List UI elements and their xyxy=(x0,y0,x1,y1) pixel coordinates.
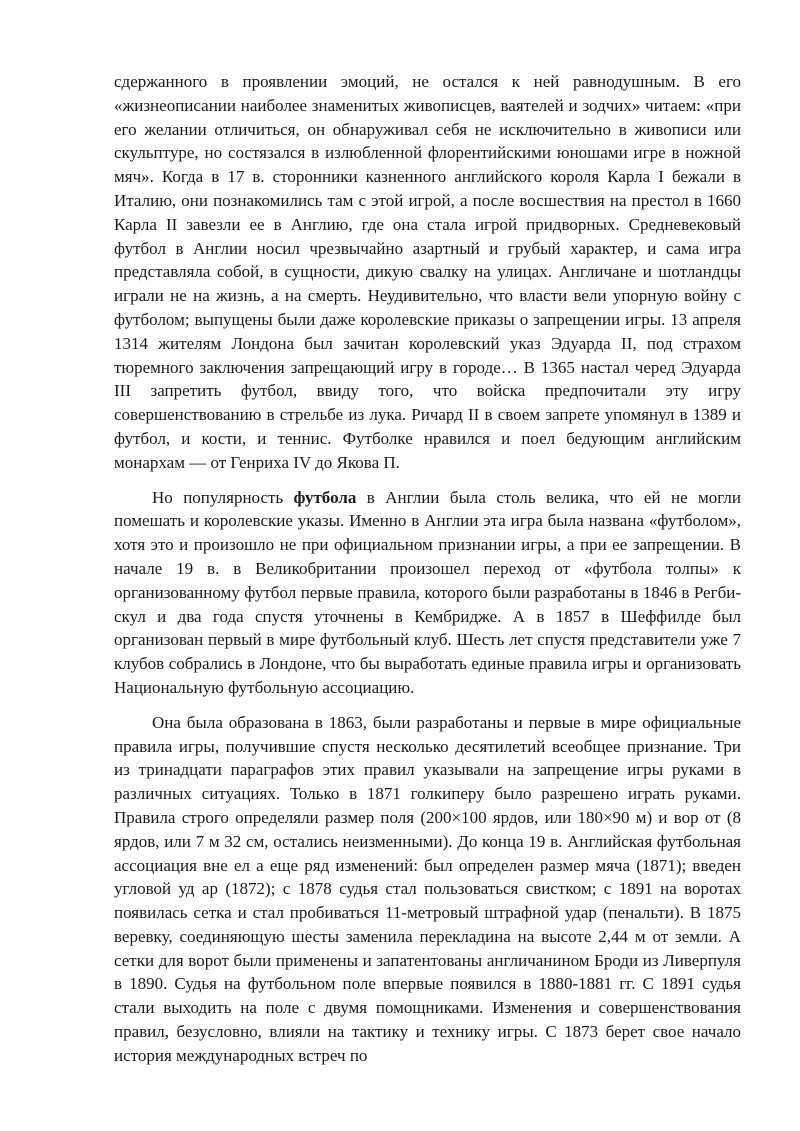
bold-term-football: футбола xyxy=(293,487,357,507)
paragraph-1 xyxy=(114,70,741,475)
paragraph-1-text: сдержанного в проявлении эмоций, не остался к ней равнодушным. В его «жизнеописании наиболее знаменитых живописцев, ваятелей и зодчих» читаем: «при его желании отличиться, он обнаруживал себя не исключительно в живописи или скульптуре, но состязался в излюбленной флорентийскими юношами игре в ножной мяч». Когда в 17 в. сторонники казненного английского короля Карла I бежали в Италию, они познакомились там с этой игрой, а после восшествия на престол в 1660 Карла II завезли ее в Англию, где она стала игрой придворных. Средневековый футбол в Англии носил чрезвычайно азартный и грубый характер, и сама игра представляла собой, в сущности, дикую свалку на улицах. Англичане и шотландцы играли не на жизнь, а на смерть. Неудивительно, что власти вели упорную войну с футболом; выпущены были даже королевские приказы о запрещении игры. 13 апреля 1314 жителям Лондона был зачитан королевский указ Эдуарда II, под страхом тюремного заключения запрещающий игру в городе… В 1365 настал черед Эдуарда III запретить футбол, ввиду того, что войска предпочитали эту игру совершенствованию в стрельбе из лука. Ричард II в своем запрете упомянул в 1389 и футбол, и кости, и теннис. Футболке нравился и поел бедующим английским монархам — от Генриха IV до Якова П. xyxy=(114,72,741,472)
paragraph-2 xyxy=(114,486,741,700)
paragraph-2-text-start: Но популярность xyxy=(152,487,294,507)
document-page xyxy=(114,70,741,1079)
paragraph-2-text-rest: в Англии была столь велика, что ей не могли помешать и королевские указы. Именно в Англии эта игра была названа «футболом», хотя это и произошло не при официальном признании игры, а при ее запрещении. В начале 19 в. в Великобритании произошел переход от «футбола толпы» к организованному футбол первые правила, которого были разработаны в 1846 в Регби-скул и два года спустя уточнены в Кембридже. А в 1857 в Шеффилде был организован первый в мире футбольный клуб. Шесть лет спустя представители уже 7 клубов собрались в Лондоне, что бы выработать единые правила игры и организовать Национальную футбольную ассоциацию. xyxy=(114,487,741,697)
paragraph-3 xyxy=(114,711,741,1068)
paragraph-3-text: Она была образована в 1863, были разработаны и первые в мире официальные правила игры, получившие спустя несколько десятилетий всеобщее признание. Три из тринадцати параграфов этих правил указывали на запрещение игры руками в различных ситуациях. Только в 1871 голкиперу было разрешено играть руками. Правила строго определяли размер поля (200×100 ярдов, или 180×90 м) и вор от (8 ярдов, или 7 м 32 см, остались неизменными). До конца 19 в. Английская футбольная ассоциация вне ел а еще ряд изменений: был определен размер мяча (1871); введен угловой уд ар (1872); с 1878 судья стал пользоваться свистком; с 1891 на воротах появилась сетка и стал пробиваться 11-метровый штрафной удар (пенальти). В 1875 веревку, соединяющую шесты заменила перекладина на высоте 2,44 м от земли. А сетки для ворот были применены и запатентованы англичанином Броди из Ливерпуля в 1890. Судья на футбольном поле впервые появился в 1880-1881 гг. С 1891 судья стали выходить на поле с двумя помощниками. Изменения и совершенствования правил, безусловно, влияли на тактику и технику игры. С 1873 берет свое начало история международных встреч по xyxy=(114,712,741,1065)
